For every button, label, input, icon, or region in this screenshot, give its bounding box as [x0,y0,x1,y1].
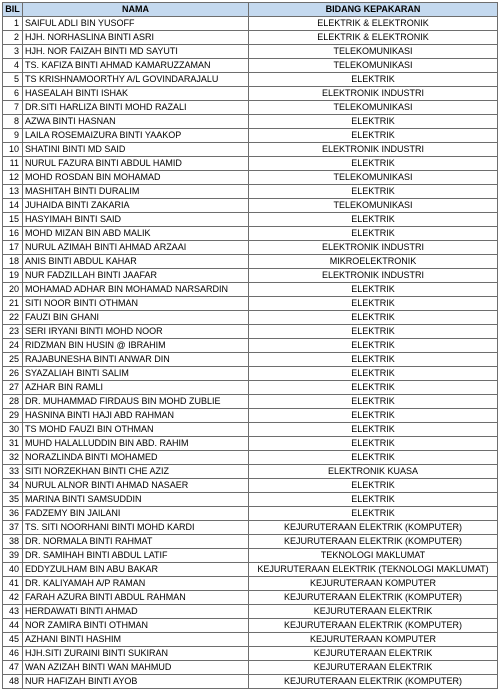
row-expertise: TELEKOMUNIKASI [249,171,498,185]
table-row[interactable] [3,577,498,591]
row-number: 29 [3,409,23,423]
row-number: 8 [3,115,23,129]
header-bil: BIL [3,3,23,17]
table-row[interactable] [3,129,498,143]
row-name: AZHAR BIN RAMLI [23,381,249,395]
row-number: 7 [3,101,23,115]
row-number: 19 [3,269,23,283]
row-name: JUHAIDA BINTI ZAKARIA [23,199,249,213]
row-name: AZWA BINTI HASNAN [23,115,249,129]
table-header-row [3,3,498,17]
row-number: 42 [3,591,23,605]
table-row[interactable] [3,353,498,367]
row-number: 4 [3,59,23,73]
table-row[interactable] [3,185,498,199]
table-row[interactable] [3,269,498,283]
expertise-table-container [2,2,497,689]
row-number: 1 [3,17,23,31]
row-name: SYAZALIAH BINTI SALIM [23,367,249,381]
table-row[interactable] [3,213,498,227]
row-name: TS MOHD FAUZI BIN OTHMAN [23,423,249,437]
table-row[interactable] [3,199,498,213]
row-number: 35 [3,493,23,507]
row-name: MOHAMAD ADHAR BIN MOHAMAD NARSARDIN [23,283,249,297]
row-expertise: KEJURUTERAAN ELEKTRIK [249,647,498,661]
row-expertise: ELEKTRIK [249,185,498,199]
row-number: 3 [3,45,23,59]
row-name: TS KRISHNAMOORTHY A/L GOVINDARAJALU [23,73,249,87]
row-name: SERI IRYANI BINTI MOHD NOOR [23,325,249,339]
row-name: ANIS BINTI ABDUL KAHAR [23,255,249,269]
table-row[interactable] [3,619,498,633]
row-expertise: ELEKTRIK [249,479,498,493]
row-name: NORAZLINDA BINTI MOHAMED [23,451,249,465]
row-name: LAILA ROSEMAIZURA BINTI YAAKOP [23,129,249,143]
row-name: NUR FADZILLAH BINTI JAAFAR [23,269,249,283]
row-expertise: ELEKTRIK [249,367,498,381]
table-row[interactable] [3,507,498,521]
table-row[interactable] [3,367,498,381]
row-name: HERDAWATI BINTI AHMAD [23,605,249,619]
row-name: DR.SITI HARLIZA BINTI MOHD RAZALI [23,101,249,115]
row-name: DR. KALIYAMAH A/P RAMAN [23,577,249,591]
row-name: TS. KAFIZA BINTI AHMAD KAMARUZZAMAN [23,59,249,73]
row-number: 17 [3,241,23,255]
row-number: 16 [3,227,23,241]
table-row[interactable] [3,101,498,115]
row-number: 30 [3,423,23,437]
table-row[interactable] [3,143,498,157]
row-expertise: KEJURUTERAAN ELEKTRIK [249,661,498,675]
row-number: 40 [3,563,23,577]
row-expertise: ELEKTRIK [249,325,498,339]
row-expertise: ELEKTRIK [249,493,498,507]
row-number: 26 [3,367,23,381]
row-expertise: ELEKTRIK [249,73,498,87]
table-row[interactable] [3,675,498,689]
row-name: DR. NORMALA BINTI RAHMAT [23,535,249,549]
row-expertise: ELEKTRIK [249,115,498,129]
table-row[interactable] [3,241,498,255]
table-row[interactable] [3,647,498,661]
table-row[interactable] [3,157,498,171]
row-name: HJH.SITI ZURAINI BINTI SUKIRAN [23,647,249,661]
row-number: 22 [3,311,23,325]
row-name: FAUZI BIN GHANI [23,311,249,325]
table-row[interactable] [3,661,498,675]
row-expertise: KEJURUTERAAN ELEKTRIK (TEKNOLOGI MAKLUMAT) [249,563,498,577]
table-row[interactable] [3,339,498,353]
row-expertise: ELEKTRIK & ELEKTRONIK [249,31,498,45]
row-name: AZHANI BINTI HASHIM [23,633,249,647]
row-expertise: TEKNOLOGI MAKLUMAT [249,549,498,563]
row-number: 27 [3,381,23,395]
row-expertise: KEJURUTERAAN KOMPUTER [249,577,498,591]
row-number: 12 [3,171,23,185]
row-number: 47 [3,661,23,675]
table-row[interactable] [3,493,498,507]
row-expertise: KEJURUTERAAN ELEKTRIK (KOMPUTER) [249,619,498,633]
row-number: 23 [3,325,23,339]
row-expertise: ELEKTRIK [249,311,498,325]
row-expertise: TELEKOMUNIKASI [249,59,498,73]
row-number: 2 [3,31,23,45]
table-row[interactable] [3,451,498,465]
row-number: 24 [3,339,23,353]
row-name: MOHD MIZAN BIN ABD MALIK [23,227,249,241]
header-nama: NAMA [23,3,249,17]
table-row[interactable] [3,633,498,647]
table-row[interactable] [3,31,498,45]
header-bidang: BIDANG KEPAKARAN [249,3,498,17]
row-expertise: TELEKOMUNIKASI [249,101,498,115]
row-expertise: ELEKTRONIK INDUSTRI [249,87,498,101]
row-expertise: ELEKTRIK & ELEKTRONIK [249,17,498,31]
row-expertise: ELEKTRIK [249,437,498,451]
table-row[interactable] [3,535,498,549]
table-row[interactable] [3,395,498,409]
row-expertise: ELEKTRIK [249,129,498,143]
table-row[interactable] [3,87,498,101]
table-row[interactable] [3,297,498,311]
row-name: NURUL ALNOR BINTI AHMAD NASAER [23,479,249,493]
row-expertise: KEJURUTERAAN ELEKTRIK (KOMPUTER) [249,675,498,689]
table-row[interactable] [3,563,498,577]
row-expertise: ELEKTRIK [249,395,498,409]
row-expertise: KEJURUTERAAN ELEKTRIK [249,605,498,619]
row-expertise: ELEKTRIK [249,283,498,297]
row-expertise: ELEKTRIK [249,297,498,311]
row-expertise: MIKROELEKTRONIK [249,255,498,269]
row-number: 43 [3,605,23,619]
row-name: TS. SITI NOORHANI BINTI MOHD KARDI [23,521,249,535]
row-number: 21 [3,297,23,311]
row-number: 48 [3,675,23,689]
row-name: SAIFUL ADLI BIN YUSOFF [23,17,249,31]
row-name: MOHD ROSDAN BIN MOHAMAD [23,171,249,185]
table-row[interactable] [3,171,498,185]
row-expertise: ELEKTRIK [249,339,498,353]
row-expertise: ELEKTRIK [249,213,498,227]
row-name: RAJABUNESHA BINTI ANWAR DIN [23,353,249,367]
row-name: WAN AZIZAH BINTI WAN MAHMUD [23,661,249,675]
row-number: 14 [3,199,23,213]
row-name: HASNINA BINTI HAJI ABD RAHMAN [23,409,249,423]
row-number: 15 [3,213,23,227]
row-name: NUR HAFIZAH BINTI AYOB [23,675,249,689]
row-name: RIDZMAN BIN HUSIN @ IBRAHIM [23,339,249,353]
table-row[interactable] [3,423,498,437]
row-expertise: ELEKTRIK [249,451,498,465]
row-name: MARINA BINTI SAMSUDDIN [23,493,249,507]
expertise-table [2,2,498,689]
table-row[interactable] [3,591,498,605]
row-name: HASEALAH BINTI ISHAK [23,87,249,101]
table-row[interactable] [3,381,498,395]
row-number: 31 [3,437,23,451]
table-row[interactable] [3,409,498,423]
row-name: SITI NORZEKHAN BINTI CHE AZIZ [23,465,249,479]
row-number: 9 [3,129,23,143]
row-number: 6 [3,87,23,101]
row-number: 46 [3,647,23,661]
table-row[interactable] [3,521,498,535]
table-row[interactable] [3,465,498,479]
row-number: 28 [3,395,23,409]
row-name: EDDYZULHAM BIN ABU BAKAR [23,563,249,577]
row-name: MASHITAH BINTI DURALIM [23,185,249,199]
row-name: FADZEMY BIN JAILANI [23,507,249,521]
row-number: 20 [3,283,23,297]
row-name: SHATINI BINTI MD SAID [23,143,249,157]
table-row[interactable] [3,45,498,59]
row-number: 41 [3,577,23,591]
row-number: 33 [3,465,23,479]
table-row[interactable] [3,479,498,493]
table-row[interactable] [3,605,498,619]
row-name: HASYIMAH BINTI SAID [23,213,249,227]
row-number: 5 [3,73,23,87]
row-expertise: ELEKTRIK [249,353,498,367]
row-name: DR. SAMIHAH BINTI ABDUL LATIF [23,549,249,563]
row-expertise: TELEKOMUNIKASI [249,199,498,213]
row-expertise: ELEKTRIK [249,423,498,437]
row-number: 32 [3,451,23,465]
row-name: NURUL FAZURA BINTI ABDUL HAMID [23,157,249,171]
table-row[interactable] [3,115,498,129]
table-row[interactable] [3,73,498,87]
row-name: NOR ZAMIRA BINTI OTHMAN [23,619,249,633]
row-number: 38 [3,535,23,549]
row-name: HJH. NOR FAIZAH BINTI MD SAYUTI [23,45,249,59]
row-number: 39 [3,549,23,563]
row-name: DR. MUHAMMAD FIRDAUS BIN MOHD ZUBLIE [23,395,249,409]
row-expertise: KEJURUTERAAN KOMPUTER [249,633,498,647]
row-expertise: ELEKTRONIK INDUSTRI [249,143,498,157]
row-expertise: KEJURUTERAAN ELEKTRIK (KOMPUTER) [249,535,498,549]
row-name: SITI NOOR BINTI OTHMAN [23,297,249,311]
row-number: 34 [3,479,23,493]
row-expertise: KEJURUTERAAN ELEKTRIK (KOMPUTER) [249,591,498,605]
row-expertise: ELEKTRIK [249,157,498,171]
row-expertise: ELEKTRONIK KUASA [249,465,498,479]
row-name: MUHD HALALLUDDIN BIN ABD. RAHIM [23,437,249,451]
table-row[interactable] [3,255,498,269]
row-number: 18 [3,255,23,269]
row-expertise: ELEKTRONIK INDUSTRI [249,241,498,255]
row-name: HJH. NORHASLINA BINTI ASRI [23,31,249,45]
row-name: NURUL AZIMAH BINTI AHMAD ARZAAI [23,241,249,255]
row-number: 44 [3,619,23,633]
row-expertise: KEJURUTERAAN ELEKTRIK (KOMPUTER) [249,521,498,535]
row-number: 36 [3,507,23,521]
row-expertise: TELEKOMUNIKASI [249,45,498,59]
row-number: 25 [3,353,23,367]
row-number: 45 [3,633,23,647]
row-number: 37 [3,521,23,535]
table-row[interactable] [3,437,498,451]
table-row[interactable] [3,17,498,31]
row-name: FARAH AZURA BINTI ABDUL RAHMAN [23,591,249,605]
table-row[interactable] [3,549,498,563]
table-body [3,17,498,689]
row-expertise: ELEKTRIK [249,227,498,241]
row-number: 10 [3,143,23,157]
table-row[interactable] [3,227,498,241]
table-row[interactable] [3,311,498,325]
row-expertise: ELEKTRIK [249,409,498,423]
row-number: 13 [3,185,23,199]
table-row[interactable] [3,325,498,339]
row-expertise: ELEKTRIK [249,507,498,521]
row-number: 11 [3,157,23,171]
row-expertise: ELEKTRIK [249,381,498,395]
row-expertise: ELEKTRONIK INDUSTRI [249,269,498,283]
table-row[interactable] [3,283,498,297]
table-row[interactable] [3,59,498,73]
